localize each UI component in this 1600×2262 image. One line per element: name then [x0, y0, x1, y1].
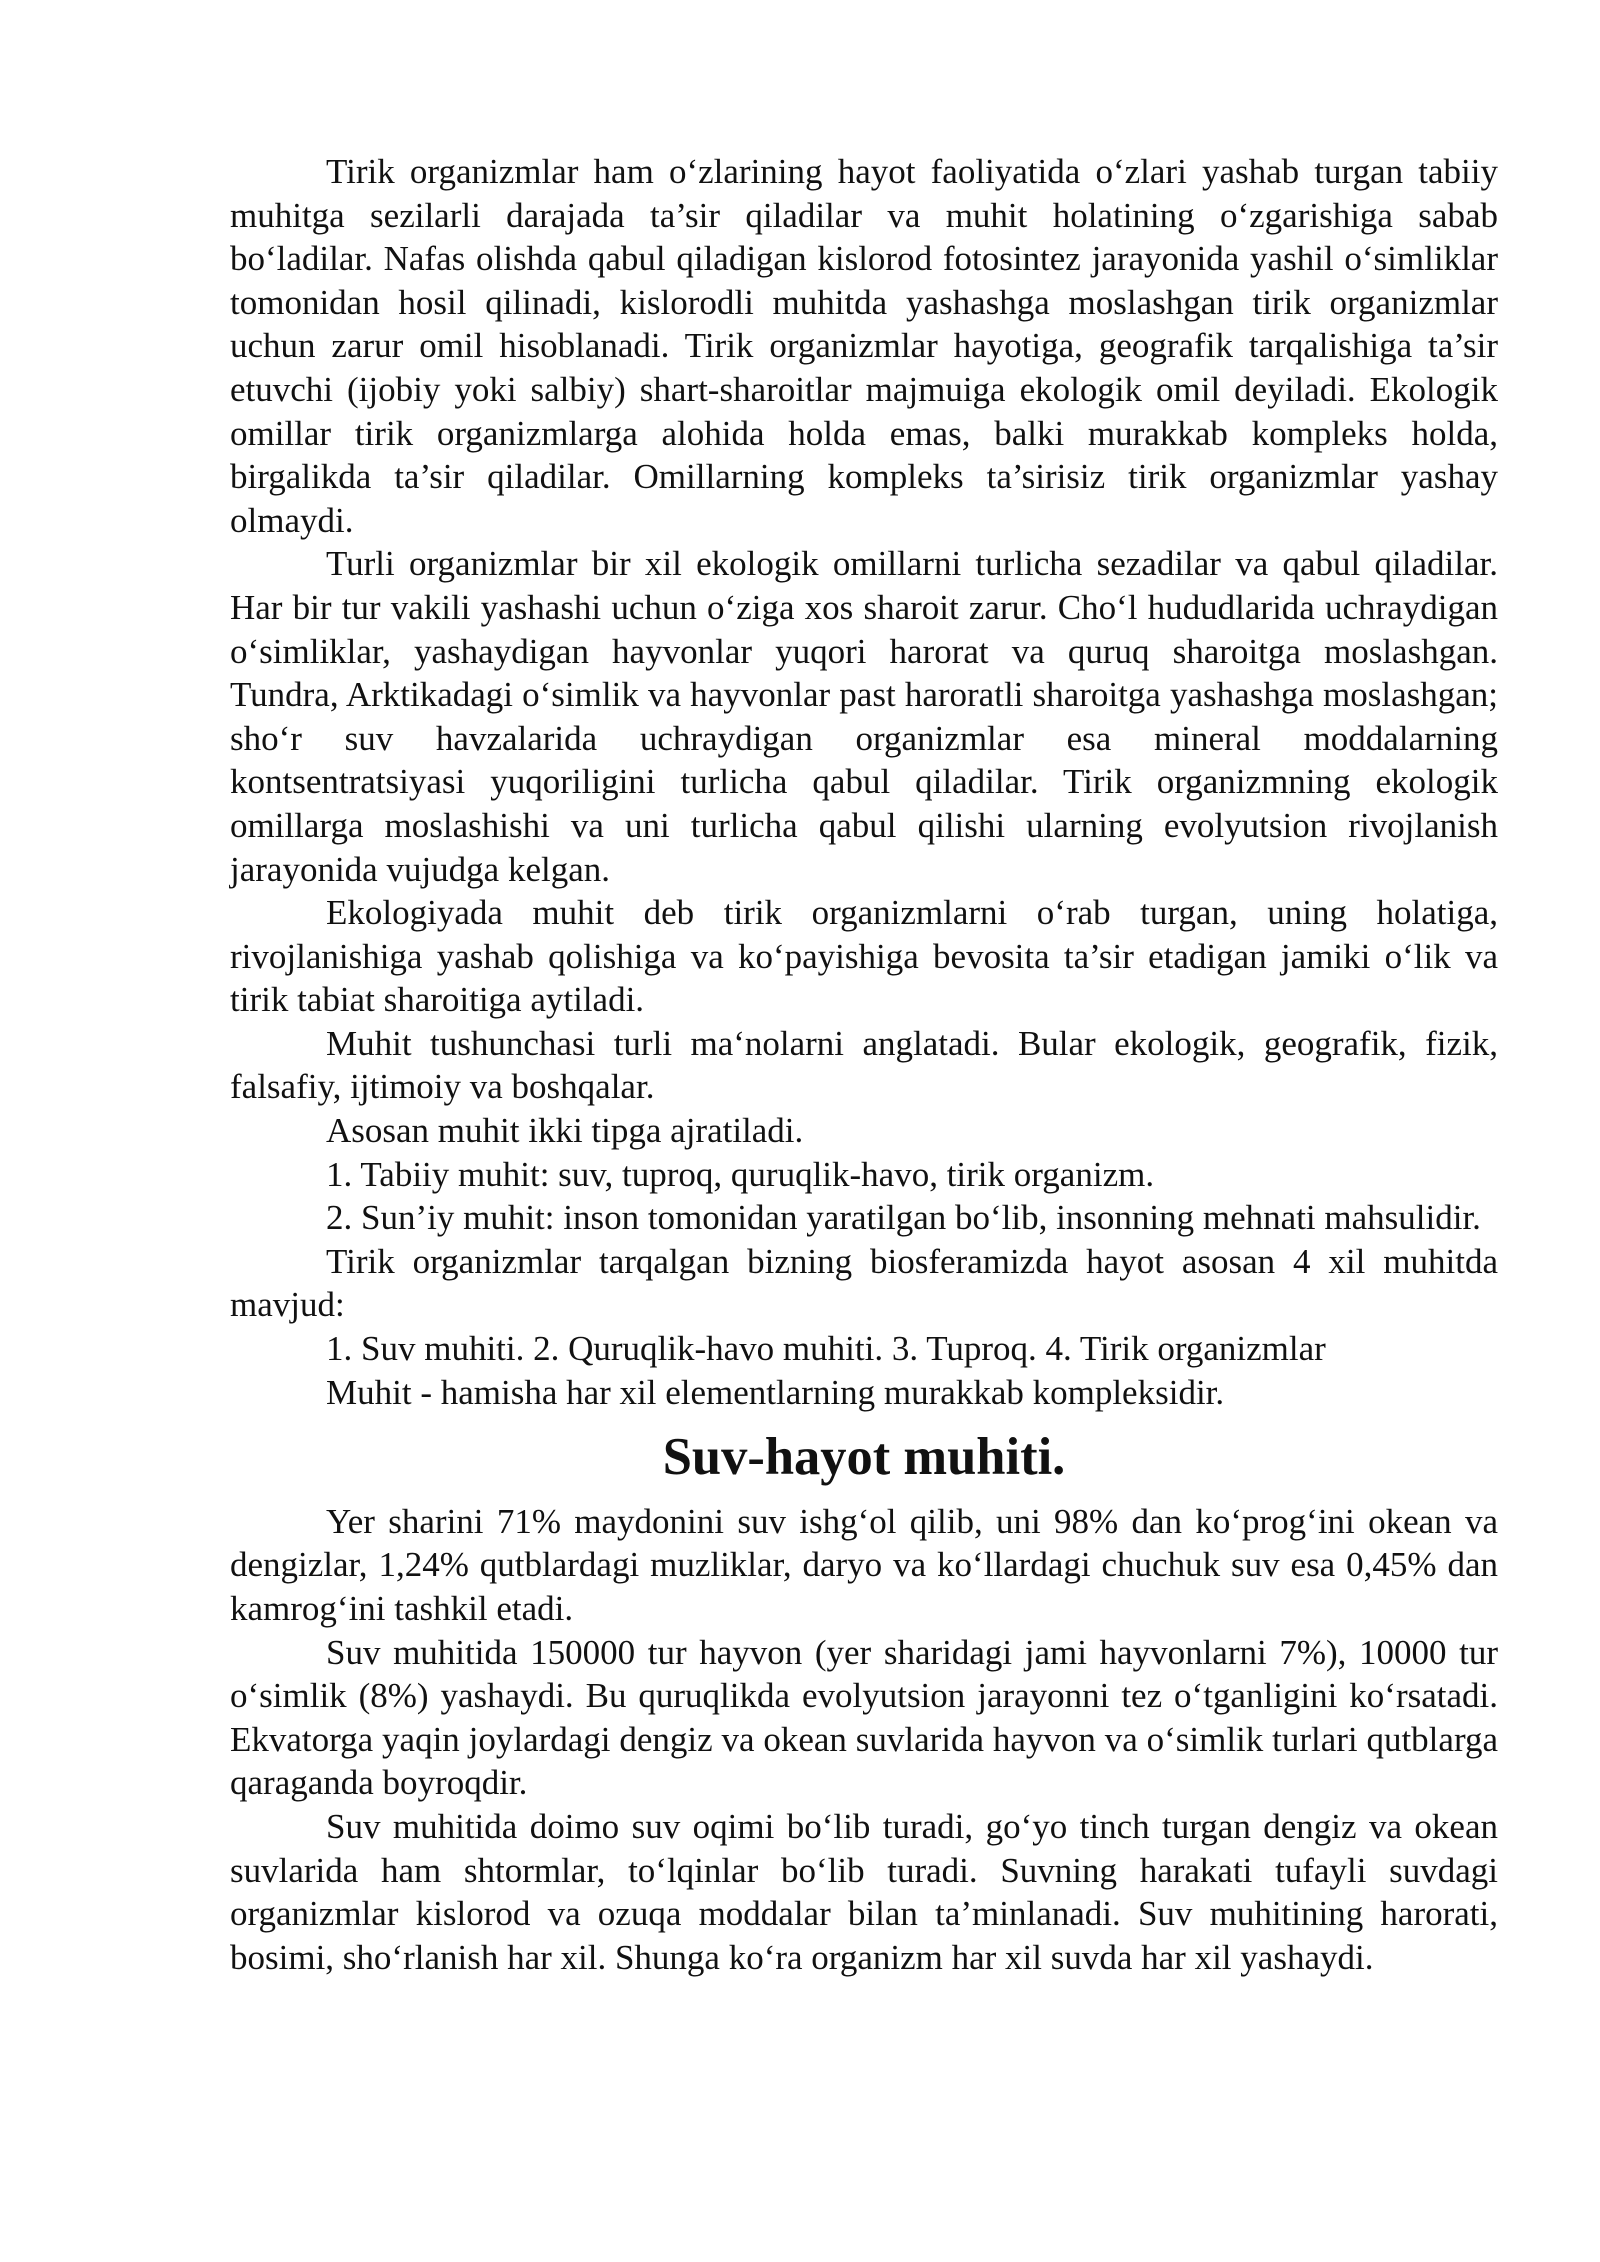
paragraph-environment-types-intro: Asosan muhit ikki tipga ajratiladi.	[326, 1111, 804, 1151]
paragraph-ecological-factors: Turli organizmlar bir xil ekologik omillarni turlicha sezadilar va qabul qiladilar. Har bir tur vakili yashashi uchun o‘ziga xos sharoit zarur. Cho‘l hududlarida uchraydigan o‘simliklar, yashaydigan hayvonlar yuqori harorat va quruq sharoitga moslashgan. Tundra, Arktikadagi o‘simlik va hayvonlar past haroratli sharoitga yashashga moslashgan; sho‘r suv havzalarida uchraydigan organizmlar esa mineral moddalarning kontsentratsiyasi yuqoriligini turlicha qabul qiladilar. Tirik organizmning ekologik omillarga moslashishi va uni turlicha qabul qilishi ularning evolyutsion rivojlanish jarayonida vujudga kelgan.	[230, 544, 1498, 889]
paragraph-environment-meanings: Muhit tushunchasi turli ma‘nolarni anglatadi. Bular ekologik, geografik, fizik, falsafiy, ijtimoiy va boshqalar.	[230, 1023, 1498, 1107]
paragraph-four-environments: Tirik organizmlar tarqalgan bizning biosferamizda hayot asosan 4 xil muhitda mavjud:	[230, 1241, 1498, 1325]
list-item-natural-environment: 1. Tabiiy muhit: suv, tuproq, quruqlik-havo, tirik organizm.	[326, 1154, 1155, 1194]
section-heading: Suv-hayot muhiti.	[662, 1428, 1066, 1487]
paragraph-water-coverage: Yer sharini 71% maydonini suv ishg‘ol qilib, uni 98% dan ko‘prog‘ini okean va dengizlar, 1,24% qutblardagi muzliklar, daryo va ko‘llardagi chuchuk suv esa 0,45% dan kamrog‘ini tashkil etadi.	[230, 1501, 1498, 1628]
list-four-environments: 1. Suv muhiti. 2. Quruqlik-havo muhiti. 3. Tuproq. 4. Tirik organizmlar	[326, 1329, 1326, 1369]
paragraph-environment-complex: Muhit - hamisha har xil elementlarning murakkab kompleksidir.	[326, 1372, 1225, 1412]
paragraph-aquatic-species: Suv muhitida 150000 tur hayvon (yer sharidagi jami hayvonlarni 7%), 10000 tur o‘simlik (8%) yashaydi. Bu quruqlikda evolyutsion jarayonni tez o‘tganligini ko‘rsatadi. Ekvatorga yaqin joylardagi dengiz va okean suvlarida hayvon va o‘simlik turlari qutblarga qaraganda boyroqdir.	[230, 1632, 1498, 1803]
paragraph-organisms-influence: Tirik organizmlar ham o‘zlarining hayot faoliyatida o‘zlari yashab turgan tabiiy muhitga sezilarli darajada ta’sir qiladilar va muhit holatining o‘zgarishiga sabab bo‘ladilar. Nafas olishda qabul qiladigan kislorod fotosintez jarayonida yashil o‘simliklar tomonidan hosil qilinadi, kislorodli muhitda yashashga moslashgan tirik organizmlar uchun zarur omil hisoblanadi. Tirik organizmlar hayotiga, geografik tarqalishiga ta’sir etuvchi (ijobiy yoki salbiy) shart-sharoitlar majmuiga ekologik omil deyiladi. Ekologik omillar tirik organizmlarga alohida holda emas, balki murakkab kompleks holda, birgalikda ta’sir qiladilar. Omillarning kompleks ta’sirisiz tirik organizmlar yashay olmaydi.	[230, 152, 1498, 540]
paragraph-environment-definition: Ekologiyada muhit deb tirik organizmlarni o‘rab turgan, uning holatiga, rivojlanishiga yashab qolishiga va ko‘payishiga bevosita ta’sir etadigan jamiki o‘lik va tirik tabiat sharoitiga aytiladi.	[230, 893, 1498, 1020]
paragraph-water-movement: Suv muhitida doimo suv oqimi bo‘lib turadi, go‘yo tinch turgan dengiz va okean suvlarida ham shtormlar, to‘lqinlar bo‘lib turadi. Suvning harakati tufayli suvdagi organizmlar kislorod va ozuqa moddalar bilan ta’minlanadi. Suv muhitining harorati, bosimi, sho‘rlanish har xil. Shunga ko‘ra organizm har xil suvda har xil yashaydi.	[230, 1806, 1498, 1977]
list-item-artificial-environment: 2. Sun’iy muhit: inson tomonidan yaratilgan bo‘lib, insonning mehnati mahsulidir.	[326, 1198, 1481, 1238]
document-page	[230, 150, 1498, 1979]
